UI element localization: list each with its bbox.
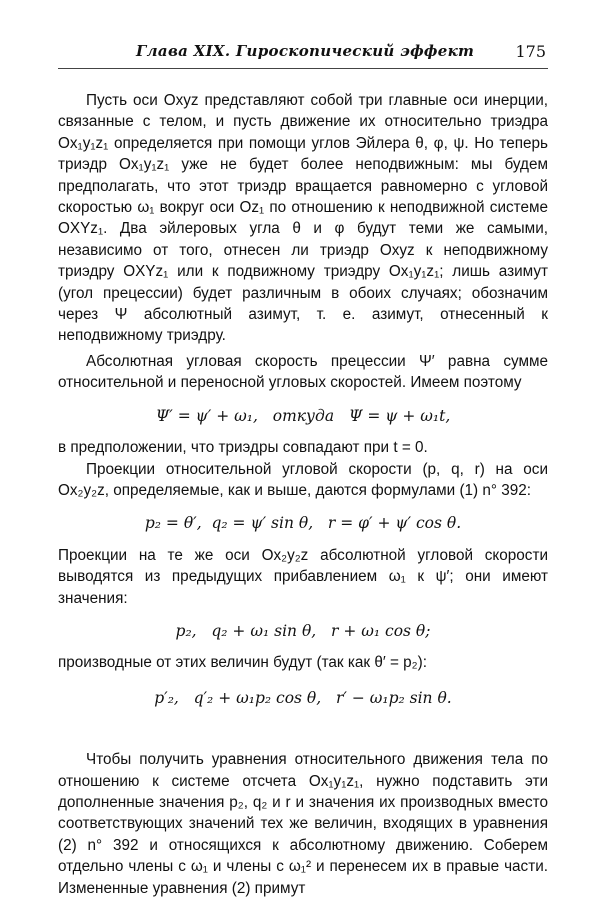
paragraph-absolute-projections: Проекции на те же оси Ox₂y₂z абсолютной угловой скорости выводятся из предыдущих прибавлением ω₁ к ψ′; они имеют значения: — [58, 546, 548, 607]
paragraph-assumption: в предположении, что триэдры совпадают при t = 0. — [58, 439, 428, 457]
paragraph-precession: Абсолютная угловая скорость прецессии Ψ′ равна сумме относительной и переносной угловых скоростей. Имеем поэтому — [58, 352, 548, 392]
chapter-title: Глава XIX. Гироскопический эффект — [136, 42, 475, 60]
paragraph-relative-motion: Чтобы получить уравнения относительного движения тела по отношению к системе отсчета Ox₁y₁z₁, нужно подставить эти дополненные значения p₂, q₂ и r и значения их производных вместо соответствующих значений тех же величин, входящих в уравнения (2) n° 392 и относящихся к абсолютному движению. Соберем отдельно члены с ω₁ и члены с ω₁² и перенесем их в правые части. Измененные уравнения (2) примут — [58, 751, 548, 897]
formula-relative-projections: p₂ = θ′, q₂ = ψ′ sin θ, r = φ′ + ψ′ cos θ. — [144, 514, 462, 533]
paragraph-derivatives: производные от этих величин будут (так как θ′ = p₂): — [58, 654, 427, 672]
formula-absolute-projections: p₂, q₂ + ω₁ sin θ, r + ω₁ cos θ; — [175, 621, 431, 640]
paragraph-relative-projections: Проекции относительной угловой скорости (p, q, r) на оси Ox₂y₂z, определяемые, как и выше, даются формулами (1) n° 392: — [58, 460, 548, 499]
page-body — [58, 90, 548, 899]
page-number: 175 — [515, 42, 546, 61]
formula-absolute-azimuth: Ψ′ = ψ′ + ω₁, откуда Ψ = ψ + ω₁t, — [155, 406, 451, 425]
running-header — [58, 40, 548, 69]
paragraph-intro: Пусть оси Oxyz представляют собой три главные оси инерции, связанные с телом, и пусть движение их относительно триэдра Ox₁y₁z₁ определяется при помощи углов Эйлера θ, φ, ψ. Но теперь триэдр Ox₁y₁z₁ уже не будет более неподвижным: мы будем предполагать, что этот триэдр вращается равномерно с угловой скоростью ω₁ вокруг оси Oz₁ по отношению к неподвижной системе OXYz₁. Два эйлеровых угла θ и φ будут теми же самыми, независимо от того, отнесен ли триэдр Oxyz к неподвижному триэдру OXYz₁ или к подвижному триэдру Ox₁y₁z₁; лишь азимут (угол прецессии) будет различным в обоих случаях; обозначим через Ψ абсолютный азимут, т. е. азимут, отнесенный к неподвижному триэдру. — [58, 92, 548, 345]
formula-derivatives: p′₂, q′₂ + ω₁p₂ cos θ, r′ − ω₁p₂ sin θ. — [154, 688, 452, 707]
section-gap — [58, 725, 548, 749]
